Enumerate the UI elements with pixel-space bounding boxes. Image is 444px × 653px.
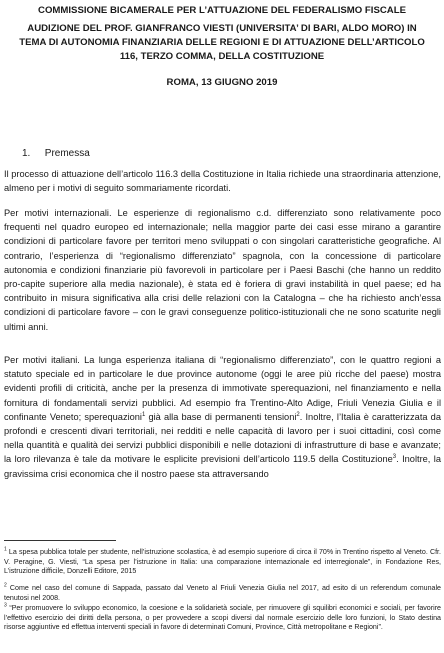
footnote-3 <box>4 604 441 633</box>
footnote-2-number: 2 <box>4 582 7 589</box>
paragraph-international: Per motivi internazionali. Le esperienze di regionalismo c.d. differenziato sono relativamente poco frequenti nel quadro europeo ed internazionale; nella maggior parte dei casi esse mirano a garantire condizioni di particolare favore per territori meno sviluppati o con singolari caratteristiche geografiche. Al contrario, l’esperienza di “regionalismo differenziato” spagnola, con la concessione di particolare autonomia e condizioni finanziarie più favorevoli in particolare per i Paesi Baschi (che hanno un reddito pro-capite superiore alla media nazionale), è stata ed è foriera di gravi instabilità in quel paese; ed ha contribuito in misura significativa alla crisi delle relazioni con la Catalogna – che ha richiesto anch’essa condizioni di particolare favore – con le gravi conseguenze politico-istituzionali che ne sono scaturite negli ultimi anni. <box>4 208 441 332</box>
footnote-3-number: 3 <box>4 602 7 609</box>
date-line: ROMA, 13 GIUGNO 2019 <box>166 77 278 88</box>
paragraph-italian <box>4 353 441 481</box>
audition-title: AUDIZIONE DEL PROF. GIANFRANCO VIESTI (UNIVERSITA’ DI BARI, ALDO MORO) IN TEMA DI AUTONOMIA FINANZIARIA DELLE REGIONI E DI ATTUAZIONE DELL’ARTICOLO 116, TERZO COMMA, DELLA COSTITUZIONE <box>19 23 425 62</box>
footnote-ref-3[interactable]: 3 <box>392 454 397 461</box>
paragraph-italian-text-c: . Inoltre, l’Italia è caratterizzata da profondi e crescenti divari territoriali, nei redditi e nelle capacità di lavoro per i suoi cittadini, così come nella quantità e qualità dei servizi pubblici disponibili e nelle dotazioni di infrastrutture di base e avanzate; la loro rilevanza è tale da motivare le esplicite previsioni dell’articolo 119.5 della Costituzione <box>4 411 441 465</box>
footnote-1-number: 1 <box>4 546 7 553</box>
footnote-2-text: Come nel caso del comune di Sappada, passato dal Veneto al Friuli Venezia Giulia nel 2017, ad esito di un referendum comunale tenutosi nel 2008. <box>4 584 441 602</box>
paragraph-italian-text-d: . Inoltre, la gravissima crisi economica che il nostro paese sta attraversando <box>4 454 441 479</box>
section-number: 1. <box>22 148 31 159</box>
footnote-2 <box>4 584 441 603</box>
commission-title: COMMISSIONE BICAMERALE PER L’ATTUAZIONE DEL FEDERALISMO FISCALE <box>38 5 406 16</box>
footnote-1-text: La spesa pubblica totale per studente, nell’istruzione scolastica, è ad esempio superiore di circa il 70% in Trentino rispetto al Veneto. Cfr. V. Peragine, G. Viesti, “La spesa per l’istruzione in Italia: una comparazione internazionale ed interregionale”, in Fondazione Res, L’istruzione difficile, Donzelli Editore, 2015 <box>4 548 441 576</box>
footnote-ref-2[interactable]: 2 <box>296 411 300 418</box>
paragraph-italian-text-a: Per motivi italiani. La lunga esperienza italiana di “regionalismo differenziato”, con le quattro regioni a statuto speciale ed in particolare le due province autonome (oggi le aree più ricche del paese) mostra evidenti profili di criticità, anche per la presenza di immotivate sperequazioni, nel finanziamento e nella fornitura di fondamentali servizi pubblici. Ad esempio fra Trentino-Alto Adige, Friuli Venezia Giulia e il confinante Veneto; sperequazioni <box>4 355 441 422</box>
paragraph-intro: Il processo di attuazione dell’articolo 116.3 della Costituzione in Italia richiede una straordinaria attenzione, almeno per i motivi di seguito sommariamente ricordati. <box>4 169 441 194</box>
footnote-ref-1[interactable]: 1 <box>141 411 146 418</box>
section-heading <box>22 147 90 160</box>
paragraph-italian-text-b: già alla base di permanenti tensioni <box>145 411 297 422</box>
footnote-3-text: “Per promuovere lo sviluppo economico, la coesione e la solidarietà sociale, per rimuovere gli squilibri economici e sociali, per favorire l’effettivo esercizio dei diritti della persona, o per provvedere a scopi diversi dal normale esercizio delle loro funzioni, lo Stato destina risorse aggiuntive ed effettua interventi speciali in favore di determinati Comuni, Province, Città metropolitane e Regioni”. <box>4 604 441 632</box>
section-title: Premessa <box>44 148 90 159</box>
footnote-1 <box>4 548 441 577</box>
footnote-separator <box>4 540 116 541</box>
